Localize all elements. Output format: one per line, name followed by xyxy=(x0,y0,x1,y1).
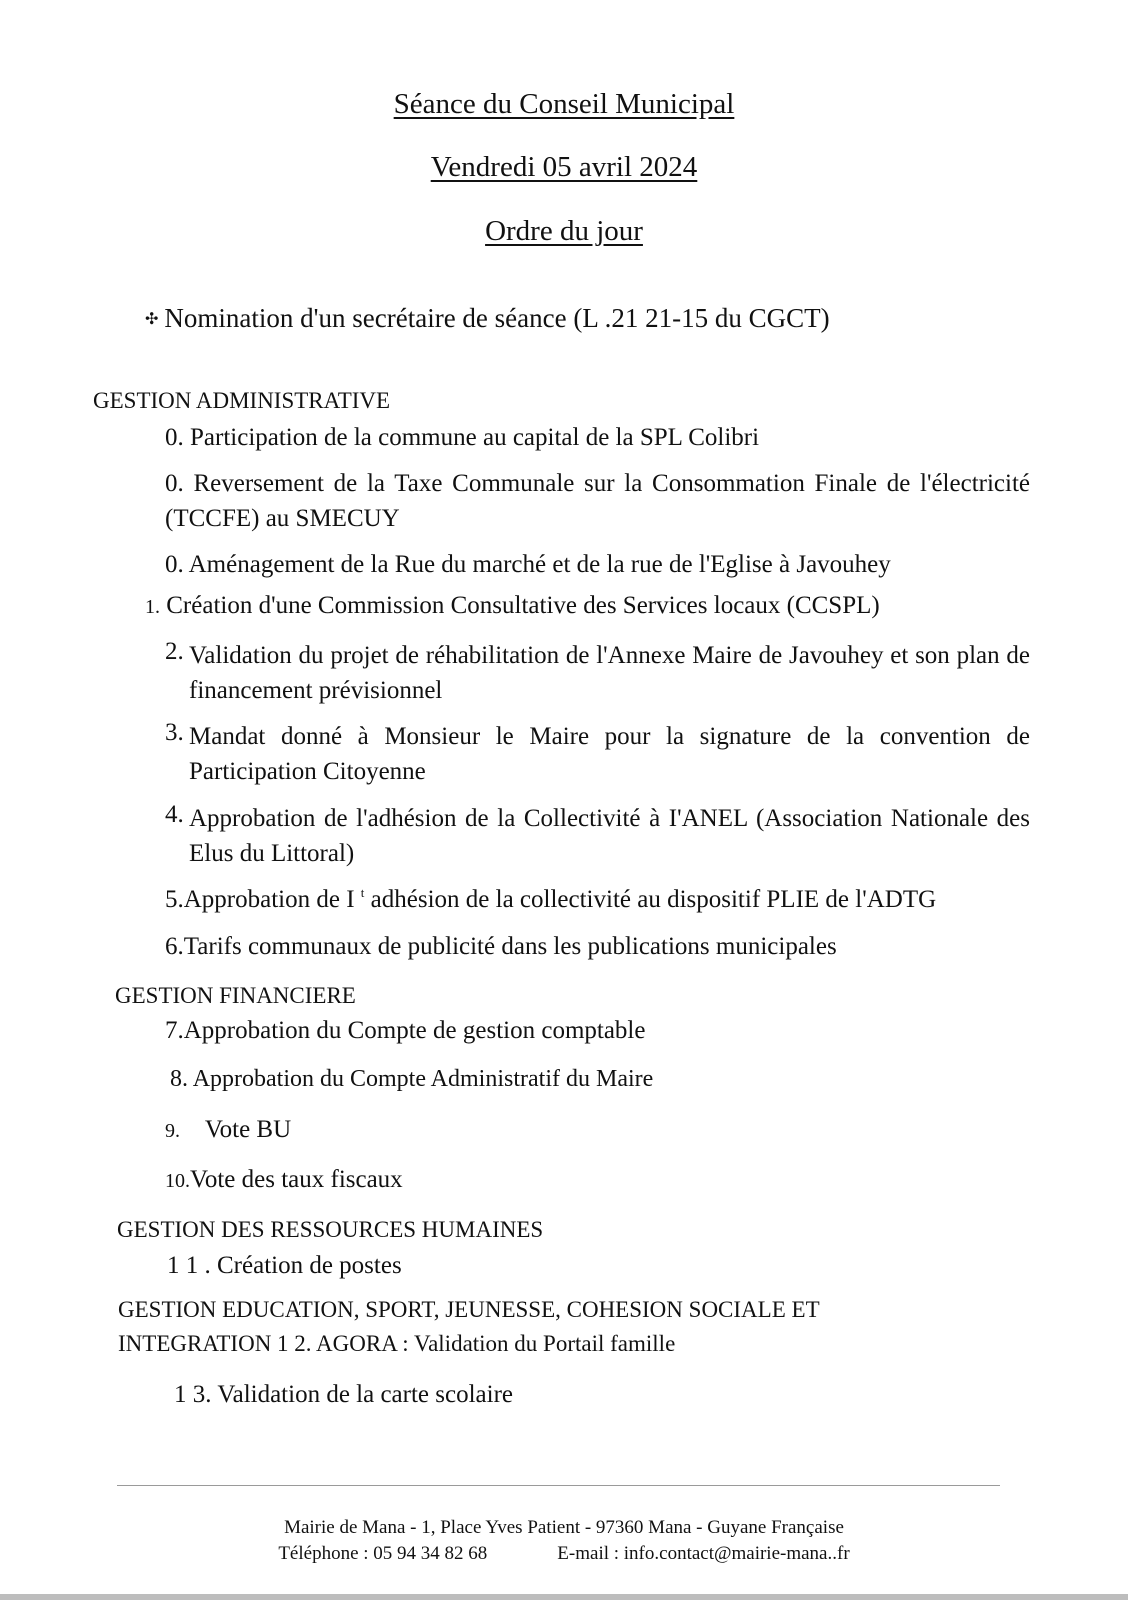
footer-email: E-mail : info.contact@mairie-mana..fr xyxy=(557,1543,850,1564)
intro-item-text: Nomination d'un secrétaire de séance (L .21 21-15 du CGCT) xyxy=(164,303,830,333)
section-title-finance: GESTION FINANCIERE xyxy=(115,983,356,1008)
list-item: 1 1 . Création de postes xyxy=(167,1252,402,1279)
list-item: 2. Validation du projet de réhabilitation de l'Annexe Maire de Javouhey et son plan de financement prévisionnel xyxy=(165,638,1030,704)
list-item: 8. Approbation du Compte Administratif du Maire xyxy=(170,1066,654,1092)
page-bottom-edge xyxy=(0,1594,1128,1600)
section-title-education-line2: INTEGRATION 1 2. AGORA : Validation du Portail famille xyxy=(118,1331,676,1356)
document-title: Séance du Conseil Municipal xyxy=(393,88,735,120)
list-item: 7.Approbation du Compte de gestion comptable xyxy=(165,1017,646,1044)
list-item: 1. Création d'une Commission Consultative des Services locaux (CCSPL) xyxy=(145,592,880,619)
list-item: 10.Vote des taux fiscaux xyxy=(165,1166,403,1193)
section-title-admin: GESTION ADMINISTRATIVE xyxy=(93,388,391,413)
footer-divider xyxy=(117,1485,1000,1486)
list-item: 0. Participation de la commune au capital de la SPL Colibri xyxy=(165,424,760,451)
list-item: 5.Approbation de I $^t$ adhésion de la collectivité au dispositif PLIE de l'ADTG xyxy=(165,885,937,913)
list-item: 0. Reversement de la Taxe Communale sur la Consommation Finale de l'électricité (TCCFE) au SMECUY xyxy=(165,470,1030,532)
list-item: 4. Approbation de l'adhésion de la Collectivité à I'ANEL (Association Nationale des Elus du Littoral) xyxy=(165,801,1030,867)
list-item: 3. Mandat donné à Monsieur le Maire pour la signature de la convention de Participation Citoyenne xyxy=(165,719,1030,785)
list-item: 6.Tarifs communaux de publicité dans les publications municipales xyxy=(165,933,837,960)
list-item: 1 3. Validation de la carte scolaire xyxy=(174,1381,514,1408)
section-title-rh: GESTION DES RESSOURCES HUMAINES xyxy=(117,1217,544,1242)
footer-contact xyxy=(0,1543,1128,1565)
list-item: 9. Vote BU xyxy=(165,1116,292,1143)
intro-item xyxy=(145,303,830,334)
list-item: 0. Aménagement de la Rue du marché et de la rue de l'Eglise à Javouhey xyxy=(165,551,891,578)
footer-address: Mairie de Mana - 1, Place Yves Patient - 97360 Mana - Guyane Française xyxy=(284,1517,844,1538)
meeting-date: Vendredi 05 avril 2024 xyxy=(430,151,698,183)
section-title-education: GESTION EDUCATION, SPORT, JEUNESSE, COHESION SOCIALE ET xyxy=(118,1297,820,1322)
footer-phone: Téléphone : 05 94 34 82 68 xyxy=(278,1543,488,1564)
agenda-heading: Ordre du jour xyxy=(485,215,643,247)
fleur-bullet-icon: ✣ xyxy=(145,311,159,328)
